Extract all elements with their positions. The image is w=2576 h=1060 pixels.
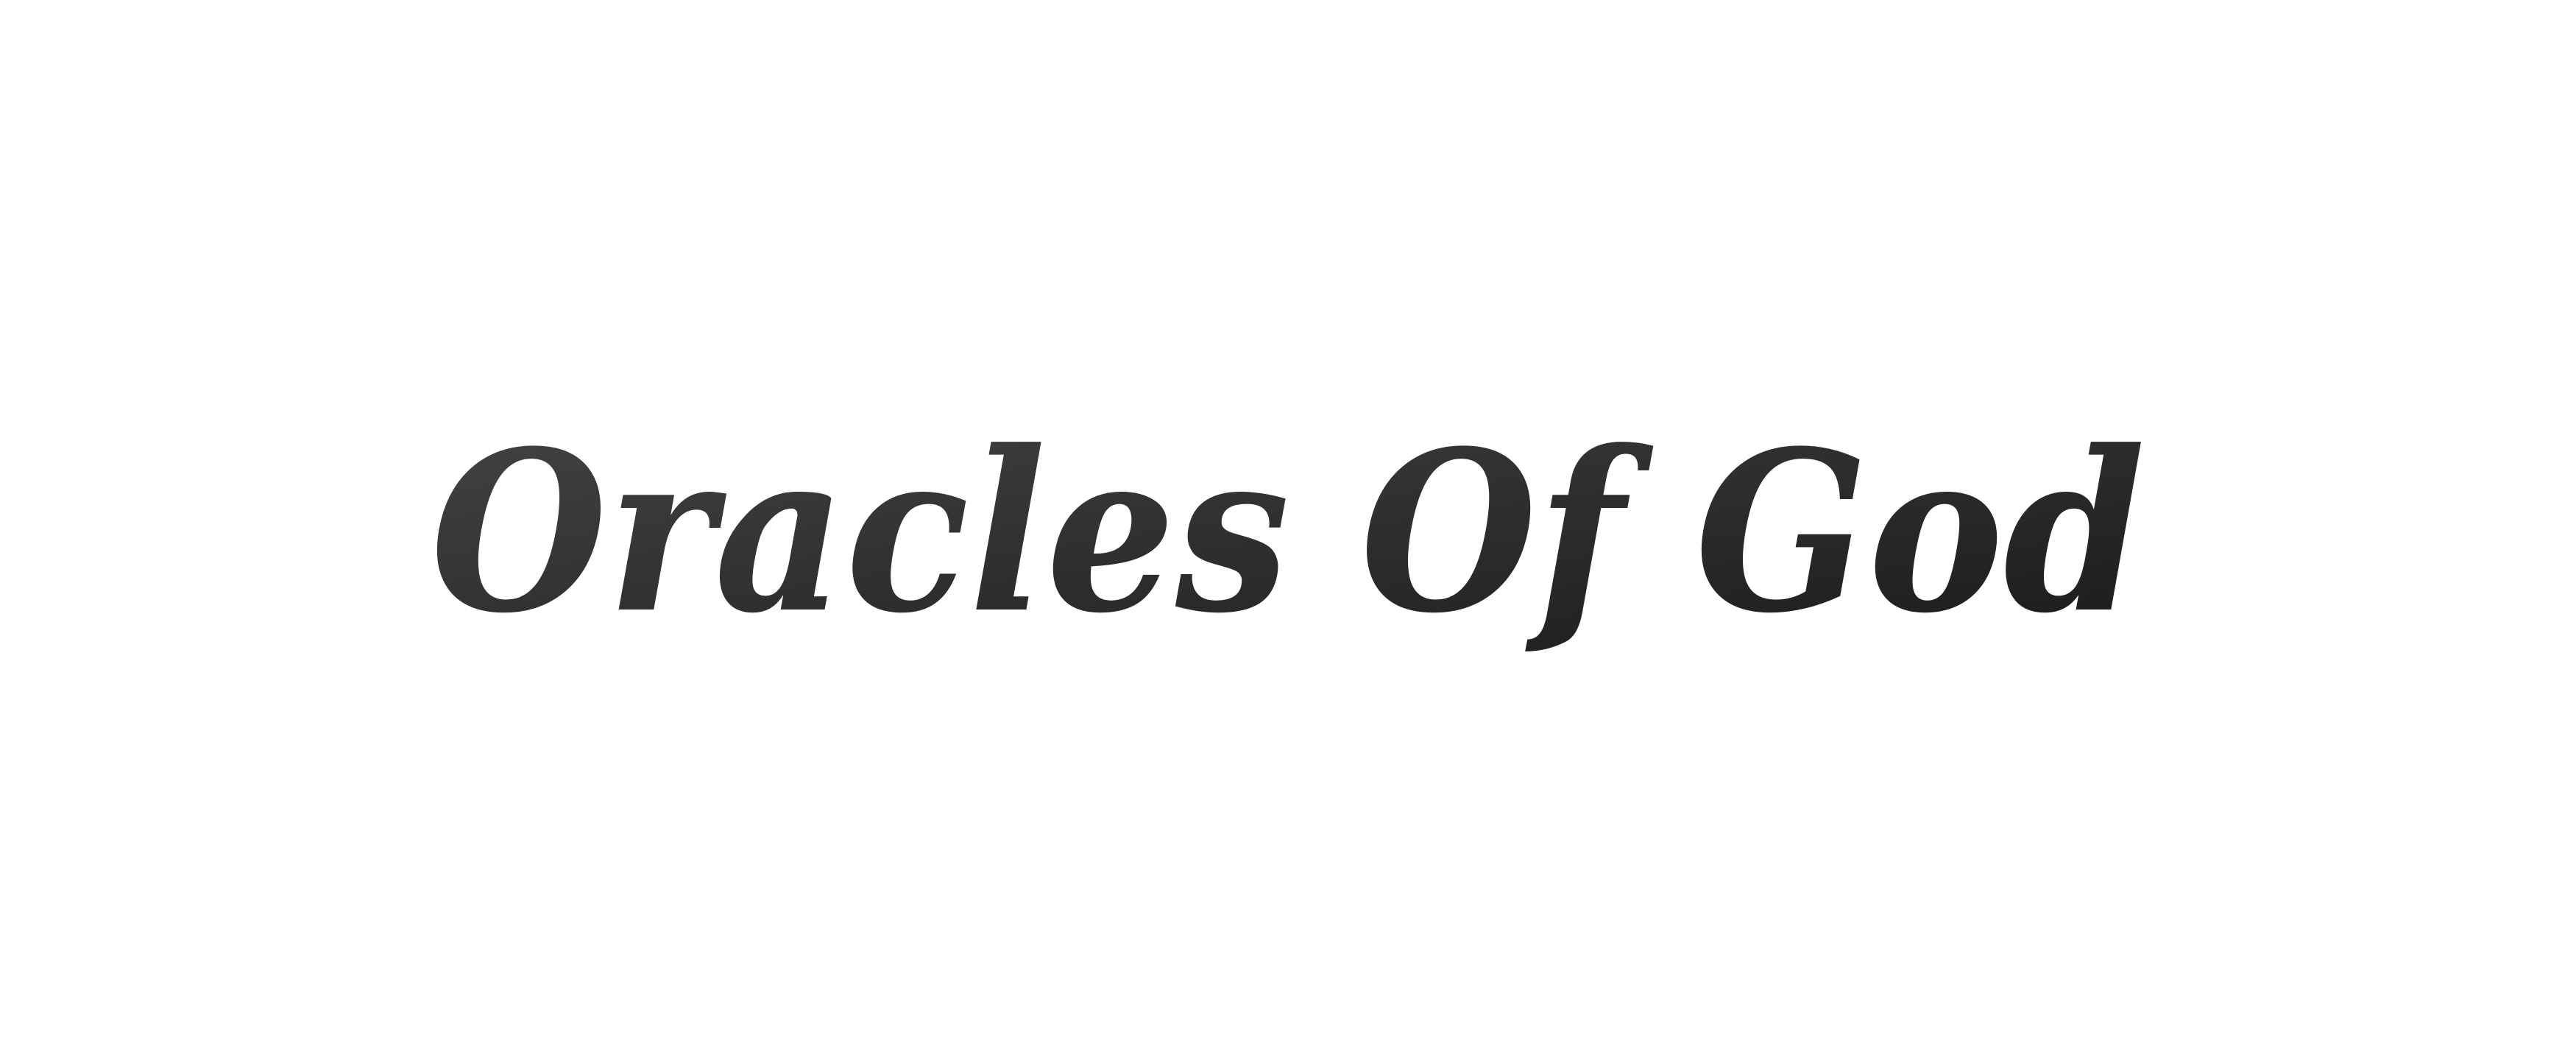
logo-wordmark: Oracles Of God [431, 402, 2145, 662]
